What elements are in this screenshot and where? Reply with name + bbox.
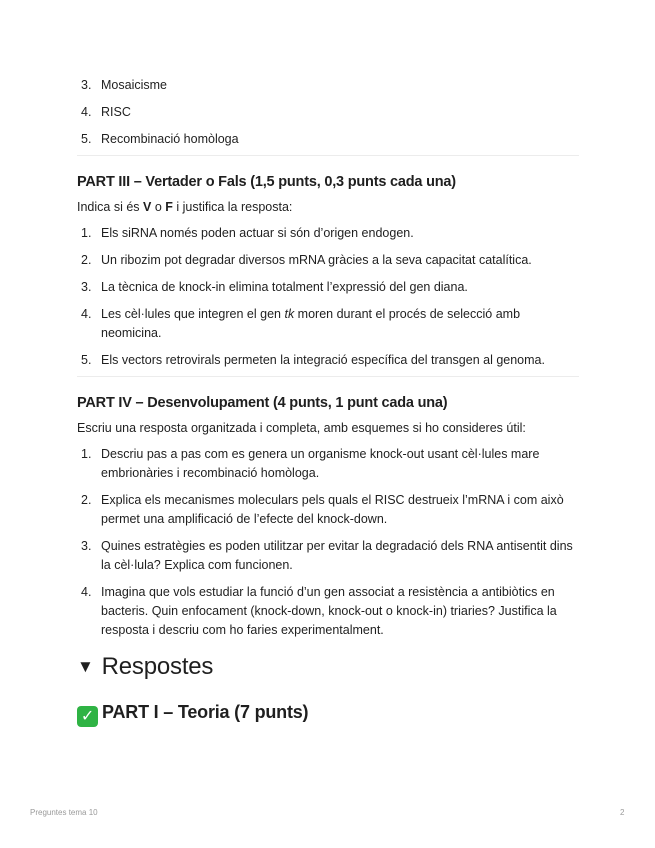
list-item: 2. Un ribozim pot degradar diversos mRNA gràcies a la seva capacitat catalítica. — [81, 253, 532, 267]
part3-heading: PART III – Vertader o Fals (1,5 punts, 0,3 punts cada una) — [77, 174, 456, 190]
part3-intro: Indica si és V o F i justifica la resposta: — [77, 200, 293, 214]
top-list — [77, 76, 579, 149]
toggle-triangle-icon[interactable]: ▼ — [77, 657, 94, 676]
part4-intro: Escriu una resposta organitzada i completa, amb esquemes si ho consideres útil: — [77, 421, 526, 435]
check-mark-icon: ✓ — [77, 706, 98, 727]
footer-page-number: 2 — [620, 808, 625, 817]
respostes-toggle-heading[interactable]: ▼ Respostes — [77, 653, 214, 680]
footer-document-title: Preguntes tema 10 — [30, 808, 98, 817]
divider — [77, 376, 579, 377]
divider — [77, 155, 579, 156]
part1-answer-heading: ✓ PART I – Teoria (7 punts) — [77, 700, 579, 727]
list-item: 5. Recombinació homòloga — [81, 132, 239, 146]
list-item: 2. Explica els mecanismes moleculars pels quals el RISC destrueix l’mRNA i com això permet una amplificació de l’efecte del knock-down. — [81, 493, 564, 526]
part4-heading: PART IV – Desenvolupament (4 punts, 1 punt cada una) — [77, 395, 448, 411]
list-item: 4. Imagina que vols estudiar la funció d’un gen associat a resistència a antibiòtics en bacteris. Quin enfocament (knock-down, knock-out o knock-in) triaries? Justifica la resposta i descriu com ho faries experimentalment. — [81, 585, 557, 637]
part4-list — [77, 445, 579, 640]
page-content — [77, 76, 579, 727]
list-item: 5. Els vectors retrovirals permeten la integració específica del transgen al genoma. — [81, 353, 545, 367]
list-item: 4. RISC — [81, 105, 131, 119]
list-item: 1. Descriu pas a pas com es genera un organisme knock-out usant cèl·lules mare embrionàries i recombinació homòloga. — [81, 447, 540, 480]
list-item: 1. Els siRNA només poden actuar si són d’origen endogen. — [81, 226, 414, 240]
list-item: 3. Quines estratègies es poden utilitzar per evitar la degradació dels RNA antisentit dins la cèl·lula? Explica com funcionen. — [81, 539, 573, 572]
part3-list — [77, 224, 579, 370]
list-item: 3. Mosaicisme — [81, 78, 167, 92]
list-item: 4. Les cèl·lules que integren el gen tk moren durant el procés de selecció amb neomicina. — [81, 307, 521, 340]
list-item: 3. La tècnica de knock-in elimina totalment l’expressió del gen diana. — [81, 280, 468, 294]
